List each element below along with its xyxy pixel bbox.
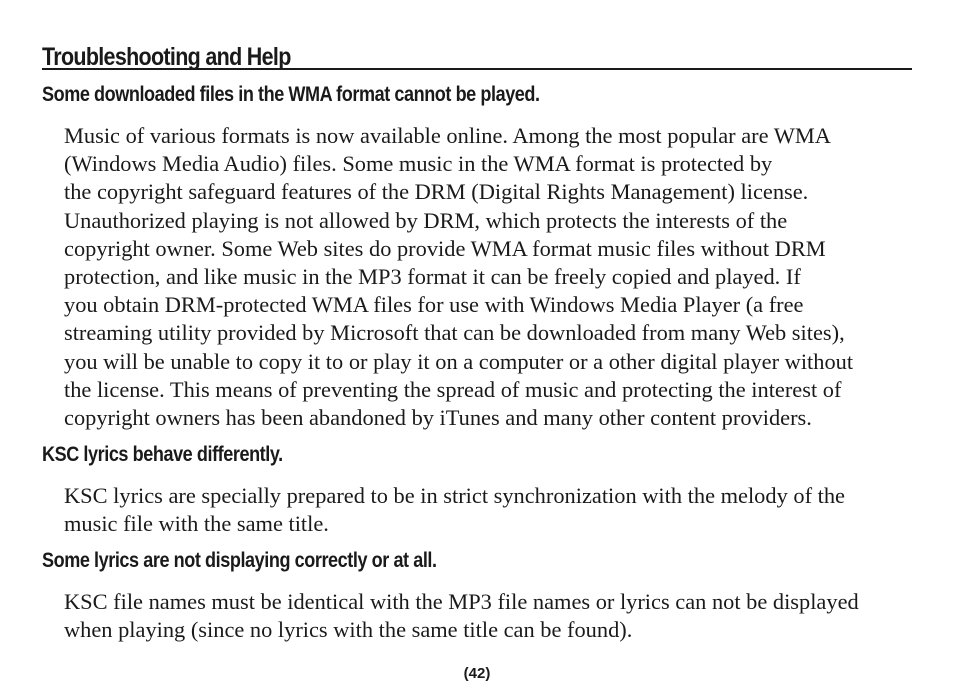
text-line: Unauthorized playing is not allowed by DRM, which protects the interests of the	[64, 207, 788, 233]
section-heading-wma: Some downloaded files in the WMA format cannot be played.	[42, 83, 540, 106]
text-line: you obtain DRM-protected WMA files for use with Windows Media Player (a free	[64, 292, 804, 318]
text-line: you will be unable to copy it to or play it on a computer or a other digital player without	[64, 348, 854, 374]
text-line: the license. This means of preventing the spread of music and protecting the interest of	[64, 376, 842, 402]
section-heading-ksc: KSC lyrics behave differently.	[42, 443, 283, 466]
text-line: Music of various formats is now available online. Among the most popular are WMA	[64, 123, 831, 148]
text-line: the copyright safeguard features of the DRM (Digital Rights Management) license.	[64, 179, 809, 205]
text-line: KSC lyrics are specially prepared to be in strict synchronization with the melody of the	[64, 483, 845, 508]
text-line: (Windows Media Audio) files. Some music in the WMA format is protected by	[64, 151, 773, 177]
text-line: streaming utility provided by Microsoft that can be downloaded from many Web sites),	[64, 320, 845, 346]
section-body-ksc	[64, 482, 914, 538]
text-line: protection, and like music in the MP3 format it can be freely copied and played. If	[64, 264, 801, 290]
section-body-lyrics	[64, 588, 914, 644]
page-title-rule	[42, 38, 912, 70]
text-line: copyright owners has been abandoned by iTunes and many other content providers.	[64, 405, 812, 431]
page-number: (42)	[463, 665, 491, 682]
text-line: music file with the same title.	[64, 511, 329, 537]
text-line: copyright owner. Some Web sites do provide WMA format music files without DRM	[64, 235, 826, 261]
page-title: Troubleshooting and Help	[42, 43, 291, 71]
section-body-wma	[64, 122, 914, 432]
section-heading-lyrics: Some lyrics are not displaying correctly or at all.	[42, 549, 437, 572]
text-line: when playing (since no lyrics with the same title can be found).	[64, 617, 633, 643]
text-line: KSC file names must be identical with the MP3 file names or lyrics can not be displayed	[64, 589, 859, 614]
